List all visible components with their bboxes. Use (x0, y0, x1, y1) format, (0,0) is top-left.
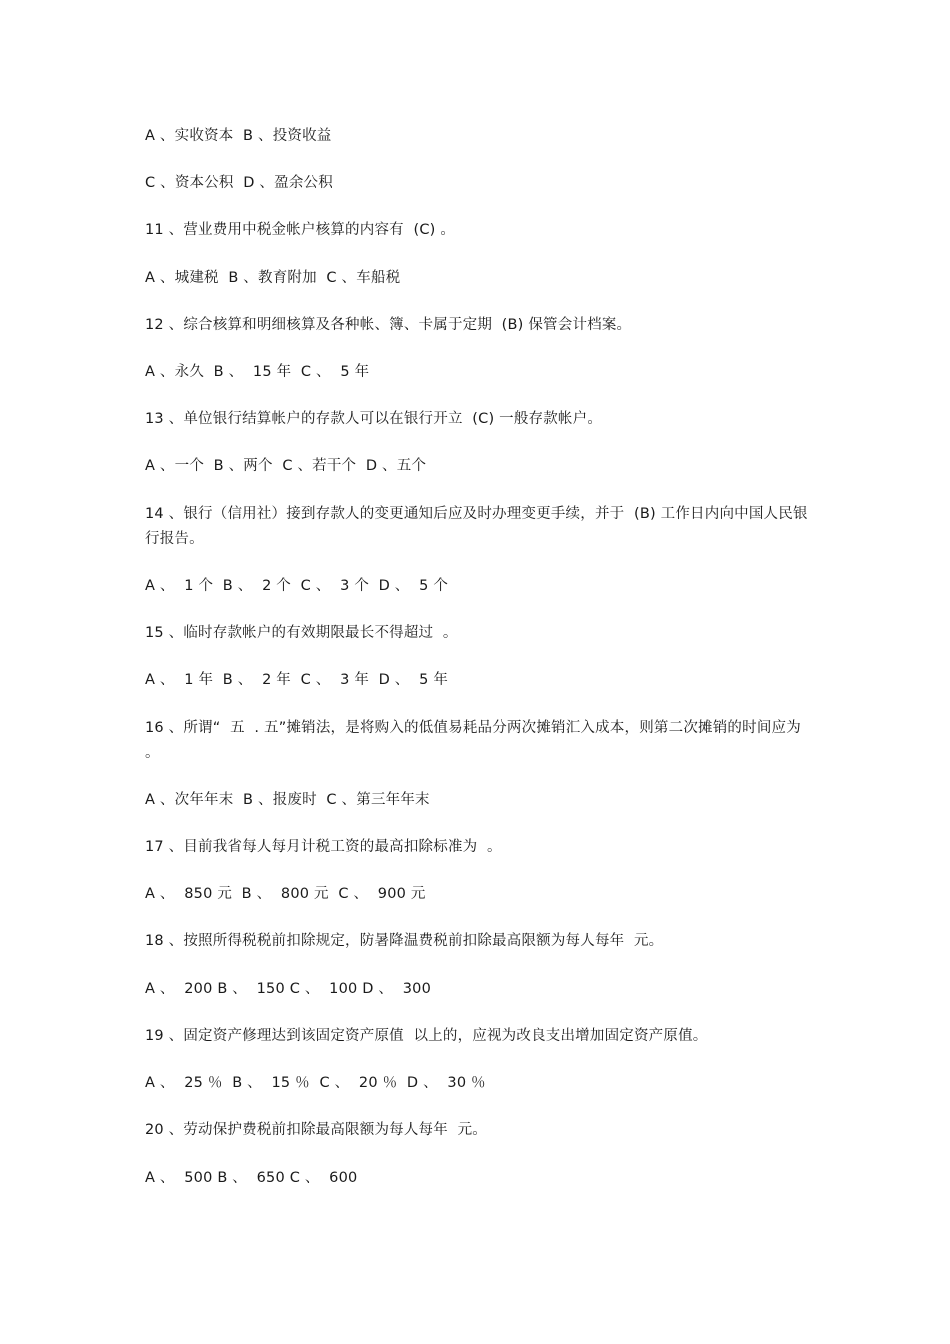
question-20: 20 、劳动保护费税前扣除最高限额为每人每年 元。 (145, 1122, 487, 1138)
options-17: A 、 850 元 B 、 800 元 C 、 900 元 (145, 886, 426, 902)
question-19: 19 、固定资产修理达到该固定资产原值 以上的，应视为改良支出增加固定资产原值。 (145, 1028, 708, 1044)
options-20: A 、 500 B 、 650 C 、 600 (145, 1170, 358, 1186)
options-15: A 、 1 年 B 、 2 年 C 、 3 年 D 、 5 年 (145, 672, 449, 688)
option-line-10: C 、资本公积 D 、盈余公积 (145, 175, 333, 191)
question-12: 12 、综合核算和明细核算及各种帐、簿、卡属于定期 (B) 保管会计档案。 (145, 317, 632, 333)
option-line-9: A 、实收资本 B 、投资收益 (145, 128, 332, 144)
options-14: A 、 1 个 B 、 2 个 C 、 3 个 D 、 5 个 (145, 578, 449, 594)
options-16: A 、次年年末 B 、报废时 C 、第三年年末 (145, 792, 430, 808)
question-18: 18 、按照所得税税前扣除规定，防暑降温费税前扣除最高限额为每人每年 元。 (145, 933, 664, 949)
question-11: 11 、营业费用中税金帐户核算的内容有 (C) 。 (145, 222, 456, 238)
question-15: 15 、临时存款帐户的有效期限最长不得超过 。 (145, 625, 458, 641)
question-13: 13 、单位银行结算帐户的存款人可以在银行开立 (C) 一般存款帐户。 (145, 411, 603, 427)
question-16: 16 、所谓“ 五 . 五”摊销法，是将购入的低值易耗品分两次摊销汇入成本，则第二次摊销的时间应为 。 (145, 720, 811, 761)
question-17: 17 、目前我省每人每月计税工资的最高扣除标准为 。 (145, 839, 502, 855)
options-12: A 、永久 B 、 15 年 C 、 5 年 (145, 364, 370, 380)
options-19: A 、 25 ％ B 、 15 ％ C 、 20 ％ D 、 30 ％ (145, 1075, 486, 1091)
options-13: A 、一个 B 、两个 C 、若干个 D 、五个 (145, 458, 427, 474)
question-14: 14 、银行（信用社）接到存款人的变更通知后应及时办理变更手续，并于 (B) 工作日内向中国人民银行报告。 (145, 506, 808, 547)
options-11: A 、城建税 B 、教育附加 C 、车船税 (145, 270, 401, 286)
options-18: A 、 200 B 、 150 C 、 100 D 、 300 (145, 981, 431, 997)
